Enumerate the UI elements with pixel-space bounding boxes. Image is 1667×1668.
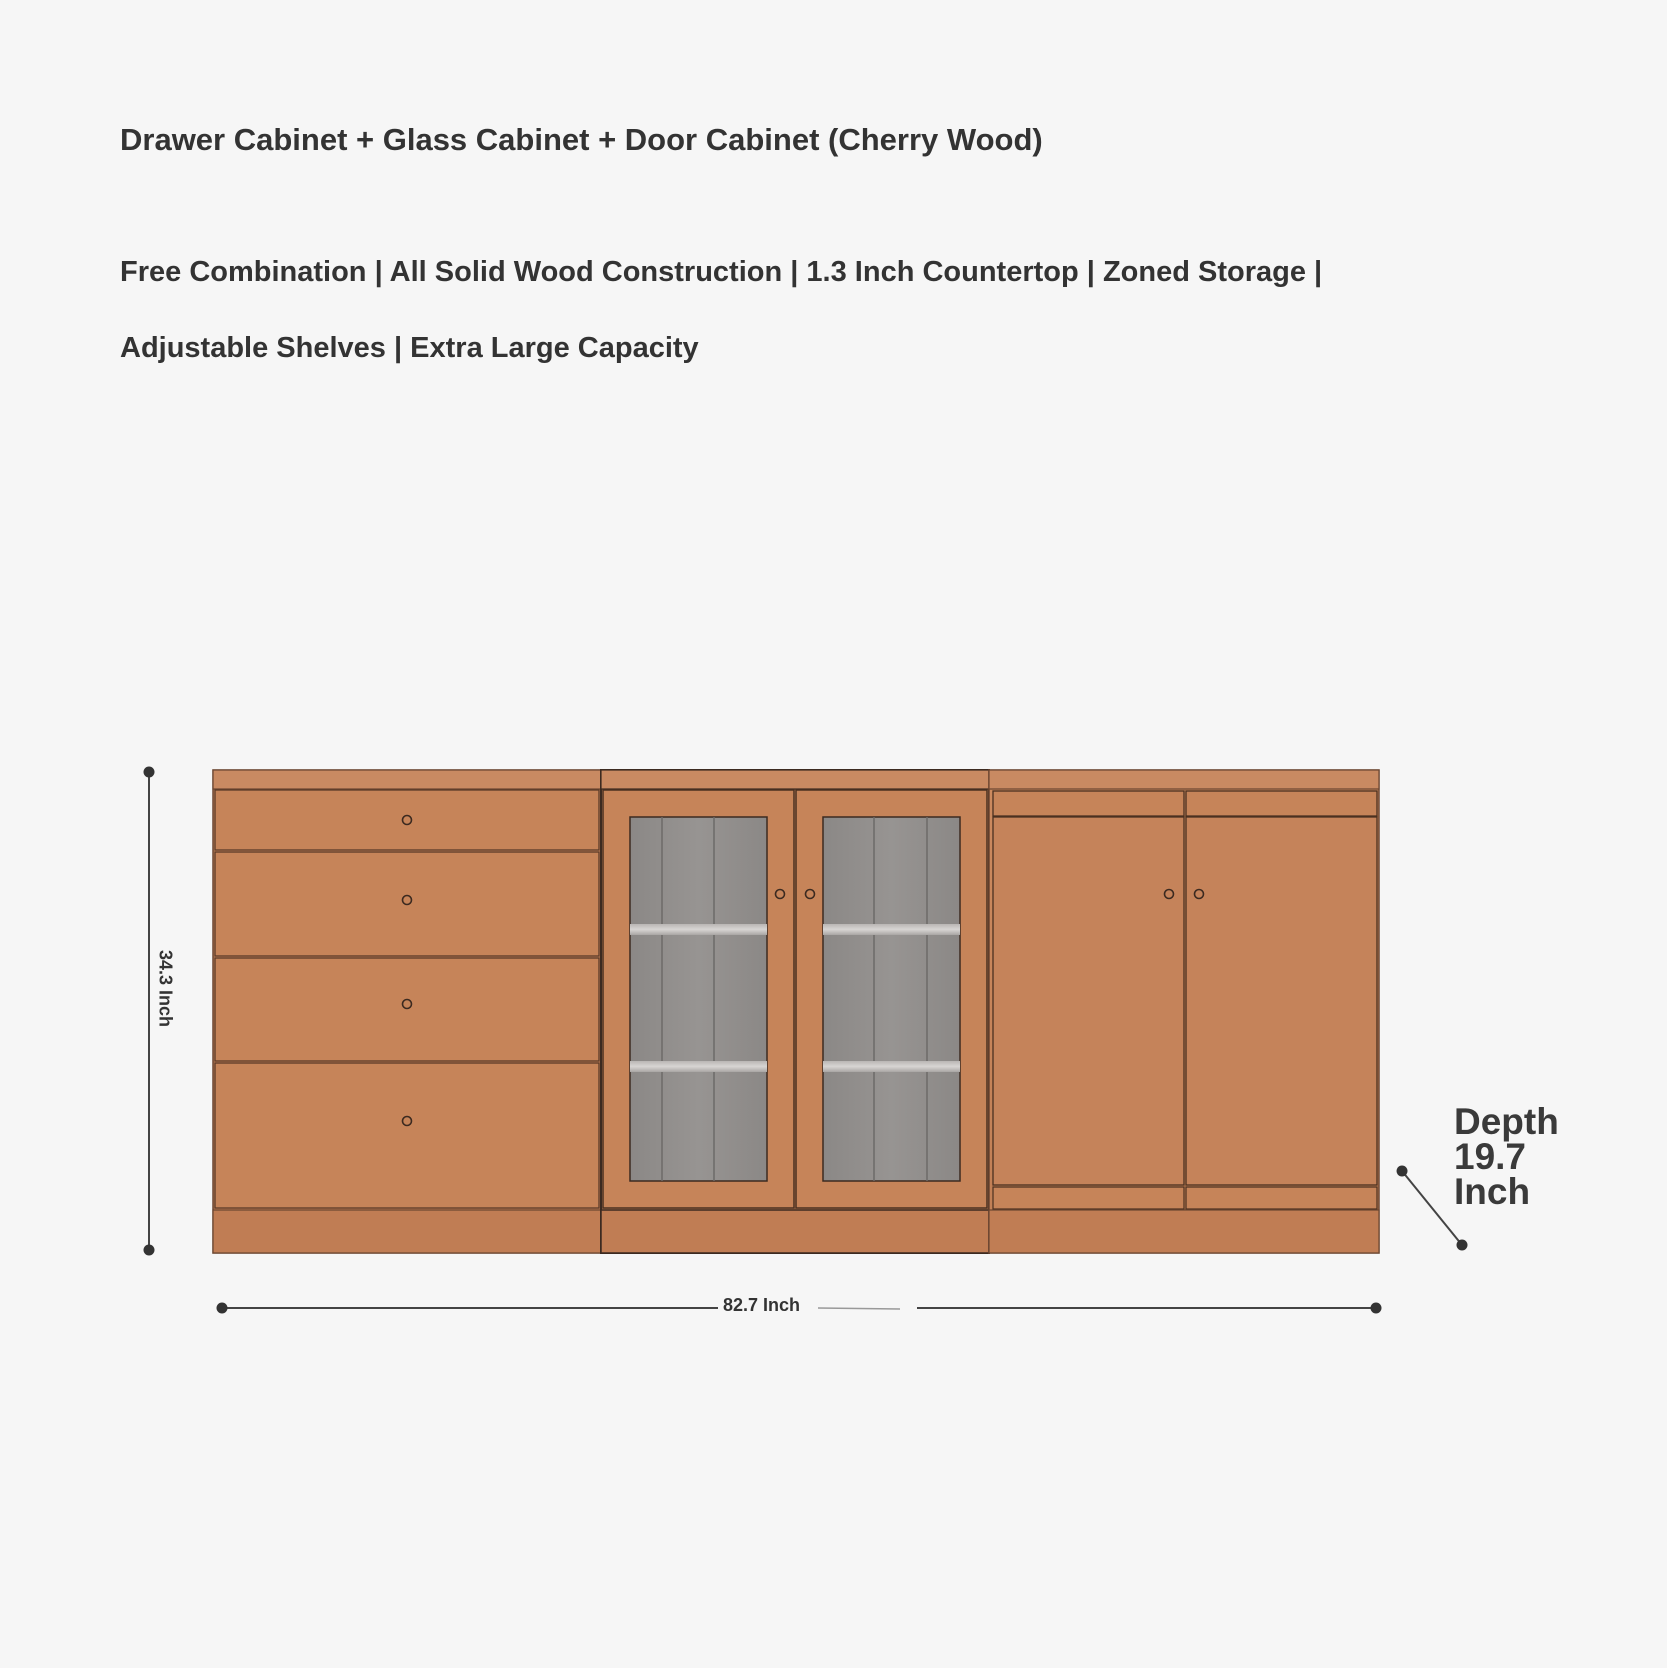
- depth-label: [1454, 1101, 1559, 1212]
- page-title: Drawer Cabinet + Glass Cabinet + Door Cabinet (Cherry Wood): [120, 122, 1043, 157]
- feature-line-2: Adjustable Shelves | Extra Large Capacity: [120, 332, 699, 364]
- depth-unit: Inch: [1454, 1171, 1531, 1212]
- door-cabinet: [989, 770, 1379, 1253]
- drawer-2: [215, 852, 599, 956]
- drawer-cabinet: [213, 770, 601, 1253]
- glass-door-right: [796, 790, 987, 1208]
- height-label: 34.3 Inch: [155, 949, 176, 1028]
- depth-value: 19.7: [1454, 1136, 1527, 1177]
- cabinet-door-right: [1186, 817, 1377, 1185]
- width-label: 82.7 Inch: [723, 1295, 801, 1315]
- feature-line-1: Free Combination | All Solid Wood Construction | 1.3 Inch Countertop | Zoned Storage |: [120, 256, 1323, 288]
- height-dimension-line: [144, 767, 155, 1256]
- drawer-3: [215, 958, 599, 1061]
- glass-cabinet: [601, 770, 989, 1253]
- drawer-4: [215, 1063, 599, 1208]
- glass-door-left: [603, 790, 794, 1208]
- drawer-1: [215, 790, 599, 850]
- cabinet-door-left: [993, 817, 1184, 1185]
- depth-title: Depth: [1454, 1101, 1559, 1142]
